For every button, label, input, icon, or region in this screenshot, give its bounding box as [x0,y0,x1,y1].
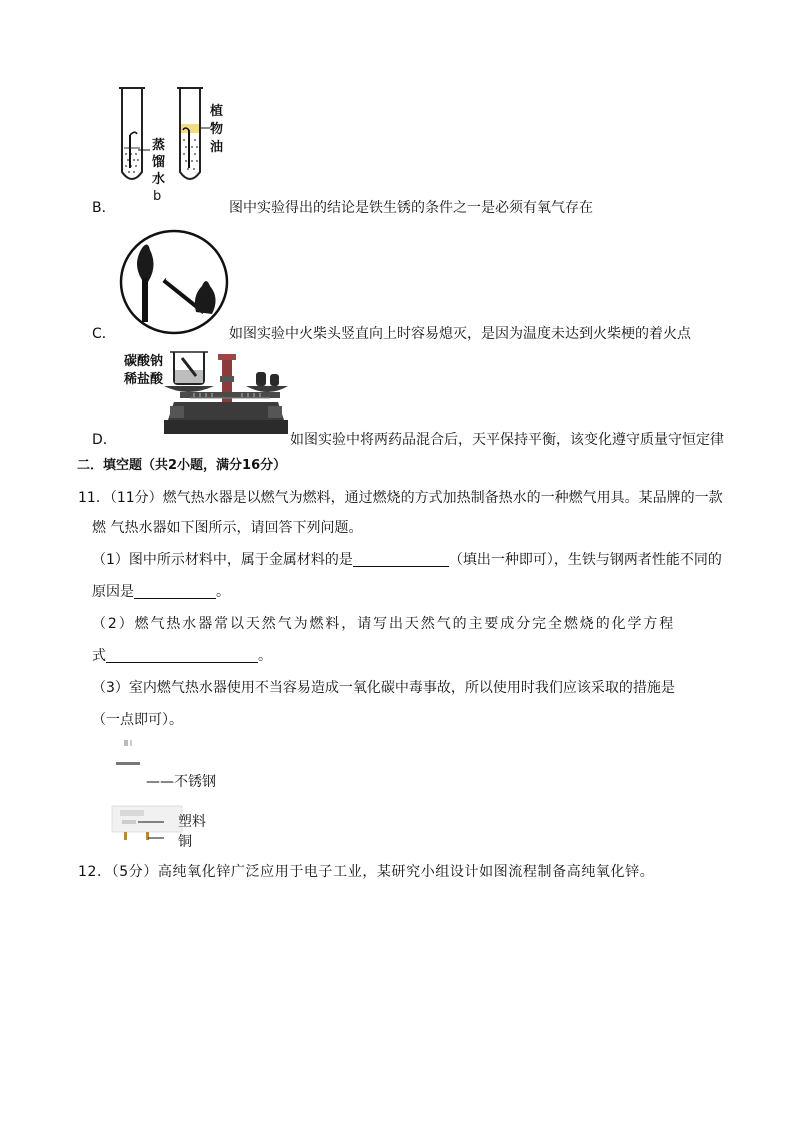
label-distilled-water-2: 馏 [152,155,166,170]
match-circle-figure [118,228,230,336]
q11-line1: 11．（11分）燃气热水器是以燃气为燃料，通过燃烧的方式加热制备热水的一种燃气用具。某品牌的一款 [78,490,723,506]
q11-part3-line1: （3）室内燃气热水器使用不当容易造成一氧化碳中毒事故，所以使用时我们应该采取的措施是 [92,680,675,696]
label-sodium-carbonate: 碳酸钠 [124,354,164,369]
answer-blank-reason[interactable] [134,584,216,599]
q11-part3-line2: （一点即可）。 [92,712,183,728]
option-c-text: 如图实验中火柴头竖直向上时容易熄灭，是因为温度未达到火柴梗的着火点 [229,326,691,342]
label-oil-2: 物 [210,122,224,137]
q11-part2-line1: （2）燃气热水器常以天然气为燃料，请写出天然气的主要成分完全燃烧的化学方程 [92,616,676,632]
q11-part1-line1 [92,550,722,570]
q11-part1-end: 。 [216,584,230,600]
q11-part1-text-b: （填出一种即可），生铁与钢两者性能不同的 [448,552,722,568]
label-oil-3: 油 [210,140,224,155]
q11-line2: 燃 气热水器如下图所示，请回答下列问题。 [92,520,363,536]
option-d-text: 如图实验中将两药品混合后，天平保持平衡，该变化遵守质量守恒定律 [290,432,724,448]
answer-blank-equation[interactable] [106,648,258,663]
label-hydrochloric-acid: 稀盐酸 [124,372,164,387]
q11-part2-end: 。 [258,648,272,664]
q11-part1-text-c: 原因是 [92,584,134,600]
label-copper: 铜 [178,834,192,850]
option-d-letter: D． [92,432,117,448]
q11-part1-line2 [92,582,230,602]
q11-part1-text-a: （1）图中所示材料中，属于金属材料的是 [92,552,353,568]
answer-blank-metal[interactable] [353,552,449,567]
section-heading: 二．填空题（共2小题，满分16分） [77,458,287,473]
option-c-letter: C． [92,326,116,342]
balance-figure [160,346,292,442]
label-oil-1: 植 [210,104,224,119]
q12-line1: 12．（5分）高纯氧化锌广泛应用于电子工业，某研究小组设计如图流程制备高纯氧化锌。 [78,864,655,880]
option-b-letter: B． [92,200,116,216]
label-distilled-water-3: 水 [152,172,166,187]
label-stainless-steel: ——不锈钢 [146,774,216,790]
q11-part2-line2 [92,646,272,666]
test-tubes-figure [110,80,250,210]
label-plastic: 塑料 [178,814,206,830]
water-heater-figure [112,736,182,848]
option-b-text: 图中实验得出的结论是铁生锈的条件之一是必须有氧气存在 [229,200,593,216]
label-distilled-water-1: 蒸 [152,138,166,153]
label-tube-b: b [153,189,162,204]
q11-part2-text-b: 式 [92,648,106,664]
